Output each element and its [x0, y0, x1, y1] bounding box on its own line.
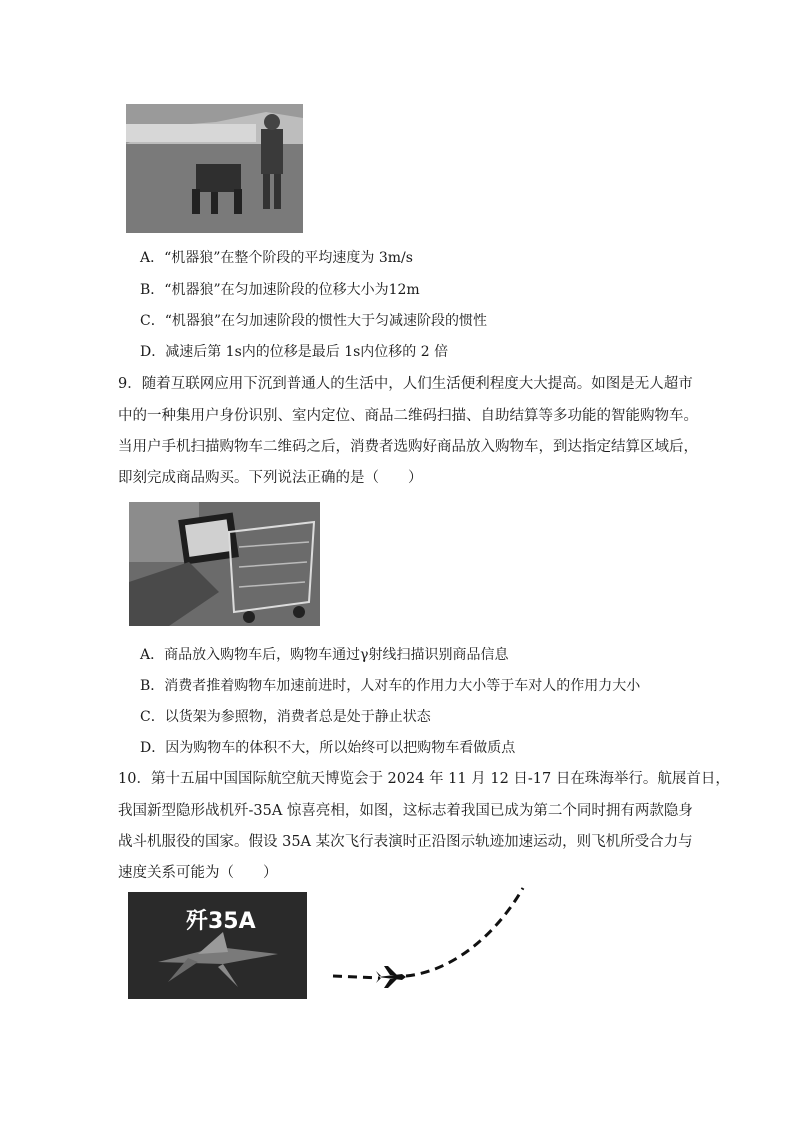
smart-cart-illustration: [129, 502, 320, 626]
q9-option-b: B．消费者推着购物车加速前进时，人对车的作用力大小等于车对人的作用力大小: [140, 678, 641, 694]
q9-stem-line-2: 中的一种集用户身份识别、室内定位、商品二维码扫描、自助结算等多功能的智能购物车。: [118, 408, 698, 424]
q10-stem-line-2: 我国新型隐形战机歼-35A 惊喜亮相，如图，这标志着我国已成为第二个同时拥有两款隐身: [118, 803, 693, 819]
j35a-photo: [128, 892, 307, 999]
fighter-jet-illustration: [128, 892, 307, 999]
q10-stem-line-4: 速度关系可能为（ ）: [118, 865, 278, 881]
q9-option-d: D．因为购物车的体积不大，所以始终可以把购物车看做质点: [140, 740, 516, 756]
q8-option-c: C．“机器狼”在匀加速阶段的惯性大于匀减速阶段的惯性: [140, 313, 488, 329]
q10-stem-line-3: 战斗机服役的国家。假设 35A 某次飞行表演时正沿图示轨迹加速运动，则飞机所受合力与: [118, 834, 693, 850]
q9-stem-line-1: 9．随着互联网应用下沉到普通人的生活中，人们生活便利程度大大提高。如图是无人超市: [118, 376, 693, 392]
q8-option-a: A．“机器狼”在整个阶段的平均速度为 3m/s: [140, 250, 413, 266]
q9-option-c: C．以货架为参照物，消费者总是处于静止状态: [140, 709, 431, 725]
robot-wolf-photo: [126, 104, 303, 233]
q9-stem-line-3: 当用户手机扫描购物车二维码之后，消费者选购好商品放入购物车，到达指定结算区域后，: [118, 439, 698, 455]
q8-option-b: B．“机器狼”在匀加速阶段的位移大小为12m: [140, 282, 420, 298]
robot-wolf-illustration: [126, 104, 303, 233]
q10-stem-line-1: 10．第十五届中国国际航空航天博览会于 2024 年 11 月 12 日-17 日在珠海举行。航展首日，: [118, 771, 730, 787]
smart-cart-photo: [129, 502, 320, 626]
q9-option-a: A．商品放入购物车后，购物车通过γ射线扫描识别商品信息: [140, 647, 509, 663]
q9-stem-line-4: 即刻完成商品购买。下列说法正确的是（ ）: [118, 470, 423, 486]
q8-option-d: D．减速后第 1s内的位移是最后 1s内位移的 2 倍: [140, 344, 449, 360]
trajectory-curve: [333, 888, 523, 978]
j35a-caption: 歼35A: [186, 909, 256, 934]
airplane-icon: [376, 966, 406, 988]
flight-trajectory-figure: [328, 880, 528, 990]
